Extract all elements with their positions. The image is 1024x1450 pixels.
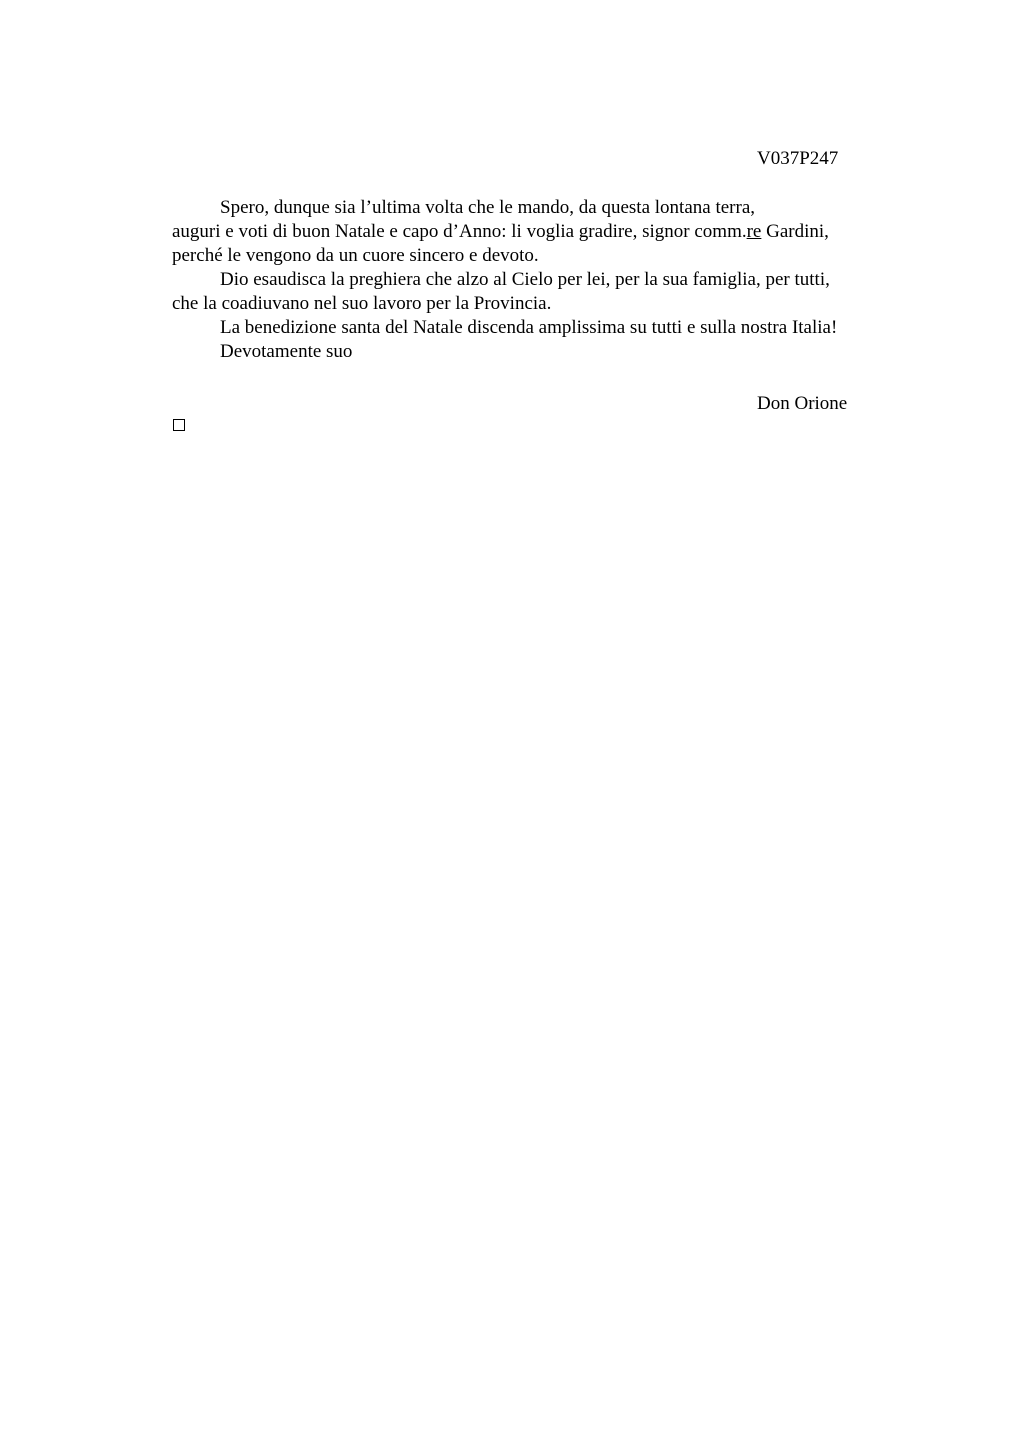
reference-code: V037P247 [757, 148, 839, 169]
closing-line: Devotamente suo [220, 341, 353, 362]
letter-body [172, 196, 902, 364]
underlined-abbreviation: re [746, 221, 762, 242]
paragraph-line [172, 220, 902, 244]
paragraph-line: che la coadiuvano nel suo lavoro per la Provincia. [172, 293, 552, 314]
signature: Don Orione [757, 393, 848, 414]
empty-square-icon [173, 419, 185, 431]
text-segment: Gardini, [761, 221, 829, 242]
paragraph-line: Spero, dunque sia l’ultima volta che le mando, da questa lontana terra, [220, 197, 755, 218]
text-segment: auguri e voti di buon Natale e capo d’Anno: li voglia gradire, signor comm. [172, 221, 747, 242]
paragraph-line: perché le vengono da un cuore sincero e devoto. [172, 245, 539, 266]
paragraph-line: La benedizione santa del Natale discenda amplissima su tutti e sulla nostra Italia! [220, 317, 838, 338]
paragraph-line: Dio esaudisca la preghiera che alzo al Cielo per lei, per la sua famiglia, per tutti, [220, 269, 830, 290]
